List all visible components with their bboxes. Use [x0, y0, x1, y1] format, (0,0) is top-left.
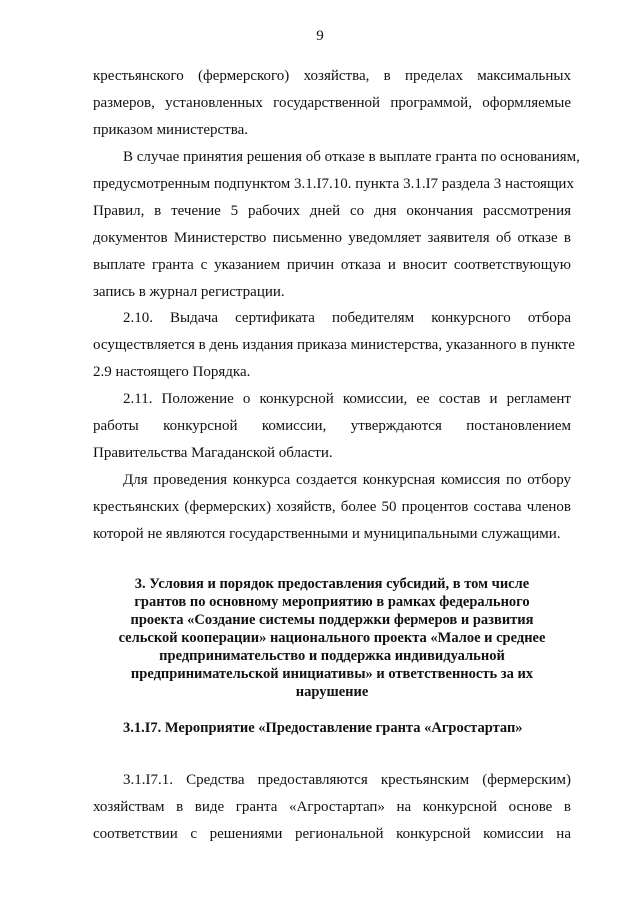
- paragraph-line: крестьянских (фермерских) хозяйств, более 50 процентов состава членов: [93, 499, 571, 515]
- subsection-heading: 3.1.I7. Мероприятие «Предоставление гранта «Агростартап»: [123, 720, 523, 736]
- paragraph-line: соответствии с решениями региональной конкурсной комиссии на: [93, 826, 571, 842]
- section-heading-line: грантов по основному мероприятию в рамках федерального: [134, 594, 530, 610]
- section-heading-line: предпринимательство и поддержка индивидуальной: [159, 648, 505, 664]
- paragraph-line: 3.1.I7.1. Средства предоставляются крестьянским (фермерским): [123, 772, 571, 788]
- paragraph-line: Правил, в течение 5 рабочих дней со дня окончания рассмотрения: [93, 203, 571, 219]
- paragraph-line: выплате гранта с указанием причин отказа и вносит соответствующую: [93, 257, 571, 273]
- section-heading-line: проекта «Создание системы поддержки фермеров и развития: [130, 612, 534, 628]
- paragraph-line: 2.10. Выдача сертификата победителям конкурсного отбора: [123, 310, 571, 326]
- paragraph-line: работы конкурсной комиссии, утверждаются постановлением: [93, 418, 571, 434]
- paragraph-line: осуществляется в день издания приказа министерства, указанного в пункте: [93, 337, 575, 353]
- paragraph-line: которой не являются государственными и муниципальными служащими.: [93, 526, 561, 542]
- section-heading-line: предпринимательской инициативы» и ответственность за их: [130, 666, 534, 682]
- paragraph-line: запись в журнал регистрации.: [93, 284, 285, 300]
- paragraph-line: хозяйствам в виде гранта «Агростартап» на конкурсной основе в: [93, 799, 571, 815]
- section-heading-line: нарушение: [295, 684, 369, 700]
- paragraph-line: приказом министерства.: [93, 122, 249, 138]
- paragraph-line: размеров, установленных государственной программой, оформляемые: [93, 95, 571, 111]
- paragraph-line: документов Министерство письменно уведомляет заявителя об отказе в: [93, 230, 571, 246]
- paragraph-line: 2.11. Положение о конкурсной комиссии, ее состав и регламент: [123, 391, 571, 407]
- paragraph-line: крестьянского (фермерского) хозяйства, в пределах максимальных: [93, 68, 571, 84]
- paragraph-line: Правительства Магаданской области.: [93, 445, 333, 461]
- paragraph-line: 2.9 настоящего Порядка.: [93, 364, 251, 380]
- section-heading-line: сельской кооперации» национального проекта «Малое и среднее: [118, 630, 546, 646]
- section-heading-line: 3. Условия и порядок предоставления субсидий, в том числе: [134, 576, 530, 592]
- page-number: 9: [316, 28, 324, 44]
- paragraph-line: предусмотренным подпунктом 3.1.I7.10. пункта 3.1.I7 раздела 3 настоящих: [93, 176, 574, 192]
- paragraph-line: В случае принятия решения об отказе в выплате гранта по основаниям,: [123, 149, 580, 165]
- paragraph-line: Для проведения конкурса создается конкурсная комиссия по отбору: [123, 472, 571, 488]
